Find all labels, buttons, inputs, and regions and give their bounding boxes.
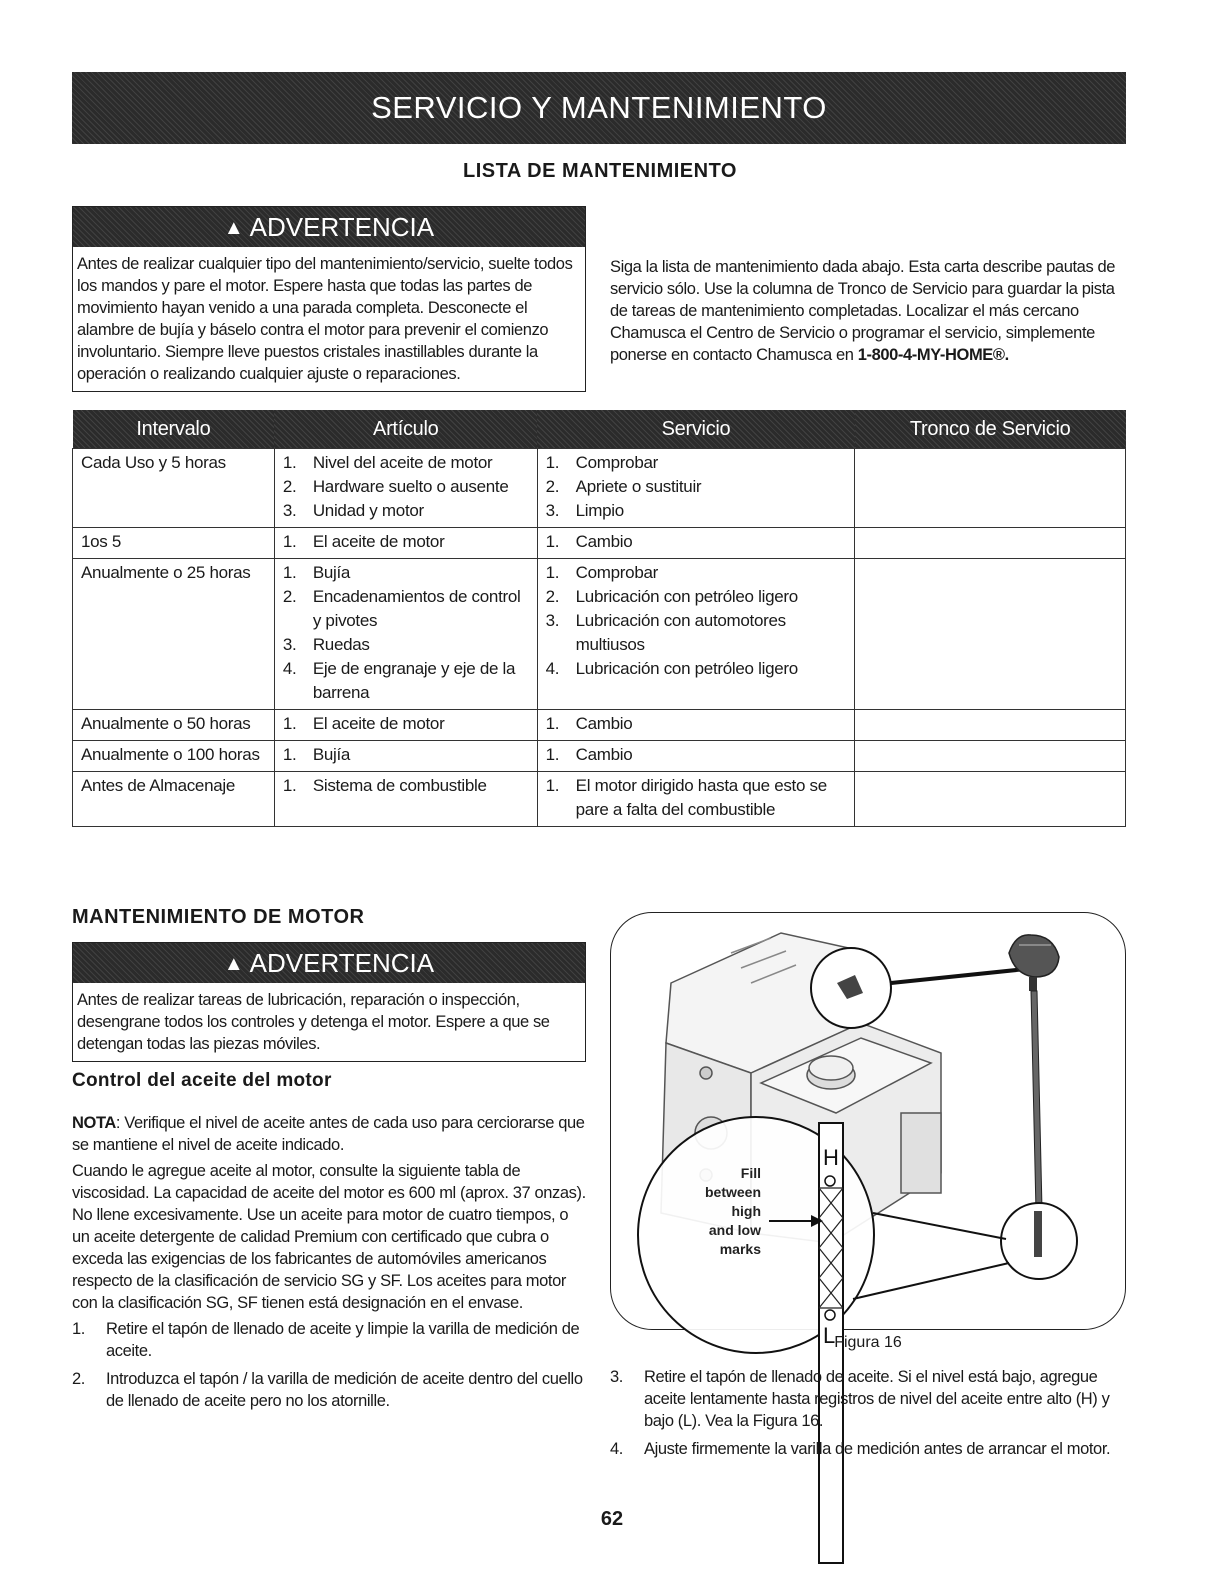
fill-label-line: marks bbox=[719, 1241, 761, 1257]
step-number: 2. bbox=[72, 1370, 85, 1388]
warning-title: ADVERTENCIA bbox=[249, 212, 435, 242]
step-text: Introduzca el tapón / la varilla de medición de aceite dentro del cuello de llenado de aceite pero no los atornille. bbox=[106, 1370, 583, 1410]
list-number: 2. bbox=[282, 477, 297, 496]
list-text: Ruedas bbox=[312, 635, 370, 654]
interval-cell: Cada Uso y 5 horas bbox=[73, 449, 275, 528]
interval-cell: Anualmente o 50 horas bbox=[73, 710, 275, 741]
list-number: 1. bbox=[282, 532, 297, 551]
step-item bbox=[72, 1318, 587, 1362]
list-number: 1. bbox=[545, 776, 560, 795]
warning-header bbox=[73, 207, 585, 247]
list-item bbox=[283, 451, 531, 475]
step-item bbox=[610, 1438, 1130, 1460]
list-number: 1. bbox=[545, 532, 560, 551]
service-cell bbox=[537, 710, 855, 741]
item-cell bbox=[274, 449, 537, 528]
list-text: Comprobar bbox=[575, 563, 658, 582]
service-log-cell[interactable] bbox=[855, 449, 1126, 528]
fill-label-line: between bbox=[704, 1184, 761, 1200]
oil-control-body bbox=[72, 1112, 587, 1418]
service-cell bbox=[537, 772, 855, 827]
warning-header bbox=[73, 943, 585, 983]
table-header-row bbox=[73, 410, 1126, 449]
service-cell bbox=[537, 528, 855, 559]
list-item bbox=[283, 712, 531, 736]
warning-text: Antes de realizar cualquier tipo del mantenimiento/servicio, suelte todos los mandos y pare el motor. Espere hasta que todas las partes de movimiento hayan venido a una parada completa. Desconecte el alambre de bujía y báselo contra el motor para prevenir el comienzo involuntario. Siempre lleve puestos cristales inastillables durante la operación o realizando cualquier ajuste o reparaciones. bbox=[77, 255, 573, 383]
list-text: Lubricación con petróleo ligero bbox=[575, 587, 798, 606]
interval-cell: Anualmente o 25 horas bbox=[73, 559, 275, 710]
table-row bbox=[73, 710, 1126, 741]
list-number: 1. bbox=[282, 563, 297, 582]
interval-cell: 1os 5 bbox=[73, 528, 275, 559]
list-text: Comprobar bbox=[575, 453, 658, 472]
service-log-cell[interactable] bbox=[855, 710, 1126, 741]
list-text: Limpio bbox=[575, 501, 624, 520]
list-number: 2. bbox=[545, 587, 560, 606]
service-cell bbox=[537, 449, 855, 528]
step-text: Retire el tapón de llenado de aceite y limpie la varilla de medición de aceite. bbox=[106, 1320, 580, 1360]
list-text: El motor dirigido hasta que esto se pare a falta del combustible bbox=[575, 776, 827, 819]
list-number: 1. bbox=[545, 745, 560, 764]
service-cell bbox=[537, 741, 855, 772]
list-text: Hardware suelto o ausente bbox=[312, 477, 509, 496]
maintenance-list-title: LISTA DE MANTENIMIENTO bbox=[463, 160, 737, 182]
intro-phone: 1-800-4-MY-HOME®. bbox=[857, 346, 1009, 364]
list-number: 1. bbox=[282, 453, 297, 472]
warning-text: Antes de realizar tareas de lubricación, reparación o inspección, desengrane todos los controles y detenga el motor. Espere a que se detengan todas las piezas móviles. bbox=[77, 991, 550, 1053]
figure-caption: Figura 16 bbox=[834, 1334, 902, 1351]
service-log-cell[interactable] bbox=[855, 528, 1126, 559]
list-text: Unidad y motor bbox=[312, 501, 424, 520]
list-text: Lubricación con petróleo ligero bbox=[575, 659, 798, 678]
oil-paragraph: Cuando le agregue aceite al motor, consulte la siguiente tabla de viscosidad. La capacidad de aceite del motor es 600 ml (aprox. 37 onzas). No llene excesivamente. Use un aceite para motor de cuatro tiempos, o un aceite detergente de calidad Premium con certificado que cubra o exceda las exigencias de los fabricantes de automóviles americanos respecto de la clasificación de servicio SG y SF. Los aceites para motor con la clasificación SG, SF tienen está designación en el envase. bbox=[72, 1162, 586, 1312]
list-item bbox=[546, 585, 849, 609]
service-log-cell[interactable] bbox=[855, 772, 1126, 827]
warning-box-maintenance bbox=[72, 206, 586, 392]
list-text: Cambio bbox=[575, 714, 633, 733]
column-header-service-log: Tronco de Servicio bbox=[855, 410, 1126, 449]
intro-text: Siga la lista de mantenimiento dada abajo. Esta carta describe pautas de servicio sólo. Use la columna de Tronco de Servicio para guardar la pista de tareas de mantenimiento completadas. Localizar el más cercano Chamusca el Centro de Servicio o programar el servicio, simplemente ponerse en contacto Chamusca en bbox=[610, 258, 1116, 364]
step-text: Ajuste firmemente la varilla de medición antes de arrancar el motor. bbox=[644, 1440, 1111, 1458]
table-row bbox=[73, 741, 1126, 772]
step-number: 3. bbox=[610, 1368, 623, 1386]
list-item bbox=[283, 585, 531, 633]
list-number: 3. bbox=[282, 635, 297, 654]
service-log-cell[interactable] bbox=[855, 741, 1126, 772]
list-item bbox=[283, 475, 531, 499]
table-row bbox=[73, 772, 1126, 827]
list-text: Lubricación con automotores multiusos bbox=[575, 611, 786, 654]
list-number: 2. bbox=[282, 587, 297, 606]
column-header-service: Servicio bbox=[537, 410, 855, 449]
step-item bbox=[610, 1366, 1130, 1432]
column-header-item: Artículo bbox=[274, 410, 537, 449]
fill-label-line: high bbox=[731, 1203, 761, 1219]
list-item bbox=[546, 712, 849, 736]
list-text: Bujía bbox=[312, 745, 351, 764]
list-number: 4. bbox=[282, 659, 297, 678]
fill-label-line: and low bbox=[708, 1222, 761, 1238]
list-item bbox=[283, 743, 531, 767]
note-label: NOTA bbox=[72, 1114, 116, 1132]
list-item bbox=[283, 561, 531, 585]
list-text: Encadenamientos de control y pivotes bbox=[312, 587, 521, 630]
list-number: 3. bbox=[282, 501, 297, 520]
list-item bbox=[546, 475, 849, 499]
list-text: Eje de engranaje y eje de la barrena bbox=[312, 659, 516, 702]
list-text: El aceite de motor bbox=[312, 532, 445, 551]
step-number: 4. bbox=[610, 1440, 623, 1458]
list-number: 3. bbox=[545, 501, 560, 520]
item-cell bbox=[274, 710, 537, 741]
list-item bbox=[546, 561, 849, 585]
item-cell bbox=[274, 559, 537, 710]
warning-title: ADVERTENCIA bbox=[249, 948, 435, 978]
list-number: 1. bbox=[282, 714, 297, 733]
warning-triangle-icon: ▲ bbox=[223, 217, 244, 239]
service-cell bbox=[537, 559, 855, 710]
list-text: Bujía bbox=[312, 563, 351, 582]
list-number: 2. bbox=[545, 477, 560, 496]
list-number: 1. bbox=[282, 745, 297, 764]
list-number: 4. bbox=[545, 659, 560, 678]
step-number: 1. bbox=[72, 1320, 85, 1338]
fill-label-line: Fill bbox=[740, 1165, 761, 1181]
list-text: Sistema de combustible bbox=[312, 776, 487, 795]
list-item bbox=[283, 657, 531, 705]
warning-triangle-icon: ▲ bbox=[223, 953, 244, 975]
table-row bbox=[73, 559, 1126, 710]
note-paragraph bbox=[72, 1112, 587, 1156]
step-text: Retire el tapón de llenado de aceite. Si el nivel está bajo, agregue aceite lentamente hasta registros de nivel del aceite entre alto (H) y bajo (L). Vea la Figura 16. bbox=[644, 1368, 1110, 1430]
maintenance-intro bbox=[610, 256, 1130, 366]
oil-steps-right bbox=[610, 1366, 1130, 1466]
page-banner bbox=[72, 72, 1126, 144]
engine-maintenance-title: MANTENIMIENTO DE MOTOR bbox=[72, 906, 365, 928]
page-number: 62 bbox=[600, 1508, 624, 1530]
column-header-interval: Intervalo bbox=[73, 410, 275, 449]
low-mark-label: L bbox=[823, 1323, 836, 1348]
list-number: 1. bbox=[545, 453, 560, 472]
list-number: 1. bbox=[282, 776, 297, 795]
list-item bbox=[546, 451, 849, 475]
item-cell bbox=[274, 772, 537, 827]
step-item bbox=[72, 1368, 587, 1412]
service-log-cell[interactable] bbox=[855, 559, 1126, 710]
list-number: 1. bbox=[545, 714, 560, 733]
list-item bbox=[546, 657, 849, 681]
list-item bbox=[283, 774, 531, 798]
page-title: SERVICIO Y MANTENIMIENTO bbox=[371, 90, 827, 125]
list-text: El aceite de motor bbox=[312, 714, 445, 733]
list-item bbox=[283, 499, 531, 523]
table-row bbox=[73, 528, 1126, 559]
list-item bbox=[546, 774, 849, 822]
list-item bbox=[283, 530, 531, 554]
note-text: : Verifique el nivel de aceite antes de cada uso para cerciorarse que se mantiene el nivel de aceite indicado. bbox=[72, 1114, 585, 1154]
warning-box-engine bbox=[72, 942, 586, 1062]
item-cell bbox=[274, 741, 537, 772]
list-item bbox=[546, 530, 849, 554]
oil-control-title: Control del aceite del motor bbox=[72, 1070, 332, 1091]
list-item bbox=[546, 609, 849, 657]
list-text: Apriete o sustituir bbox=[575, 477, 702, 496]
list-item bbox=[546, 743, 849, 767]
interval-cell: Antes de Almacenaje bbox=[73, 772, 275, 827]
interval-cell: Anualmente o 100 horas bbox=[73, 741, 275, 772]
list-number: 3. bbox=[545, 611, 560, 630]
table-row bbox=[73, 449, 1126, 528]
list-item bbox=[283, 633, 531, 657]
item-cell bbox=[274, 528, 537, 559]
list-text: Nivel del aceite de motor bbox=[312, 453, 493, 472]
list-text: Cambio bbox=[575, 532, 633, 551]
list-text: Cambio bbox=[575, 745, 633, 764]
list-item bbox=[546, 499, 849, 523]
list-number: 1. bbox=[545, 563, 560, 582]
high-mark-label: H bbox=[823, 1145, 839, 1170]
maintenance-table bbox=[72, 410, 1126, 827]
